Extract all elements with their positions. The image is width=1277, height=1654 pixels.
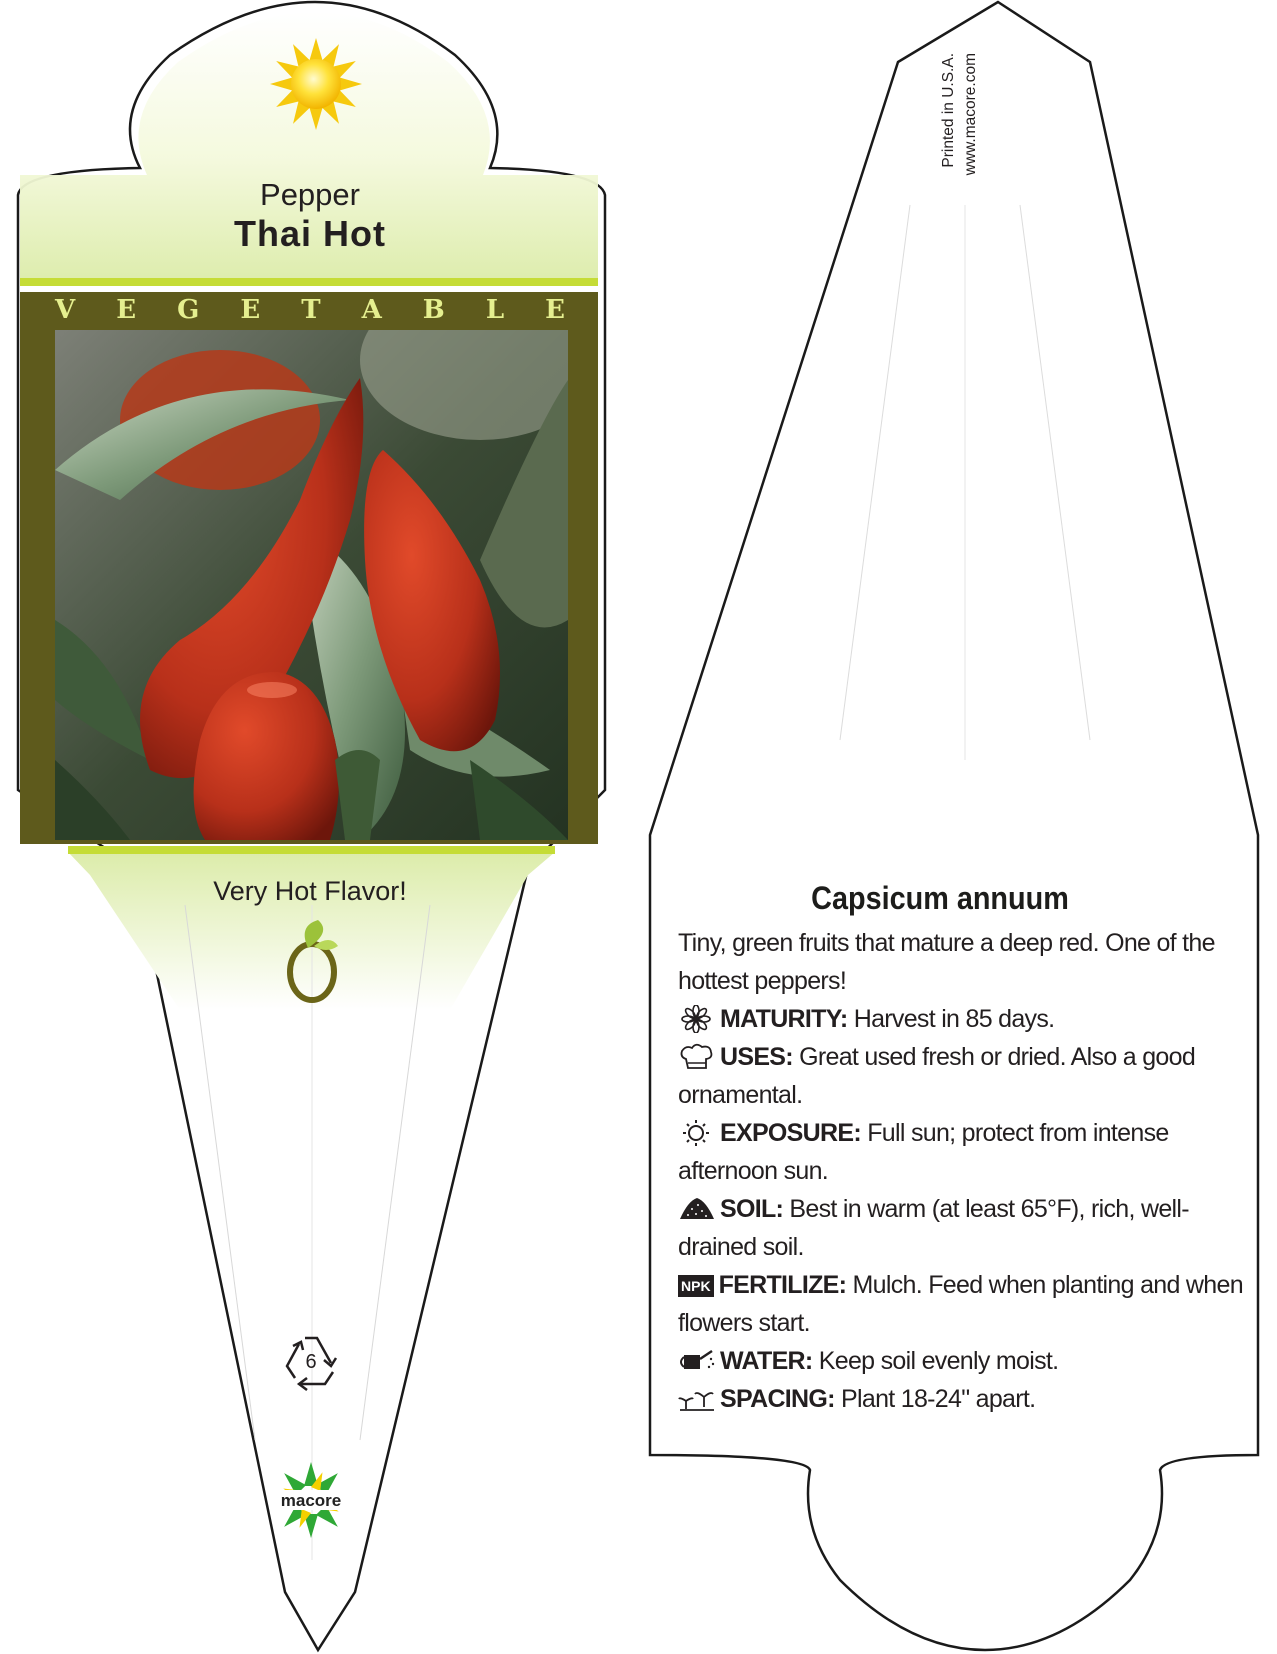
uses-row [678,1038,1250,1114]
fertilize-row [678,1266,1250,1342]
spacing-row [678,1380,1250,1418]
category-letter: L [485,295,505,325]
fertilize-label: FERTILIZE: [718,1271,847,1299]
care-instructions [678,924,1250,1418]
exposure-row [678,1114,1250,1190]
uses-label: USES: [720,1043,793,1071]
water-label: WATER: [720,1347,813,1375]
category-letter: G [177,295,200,325]
category-band [55,296,565,324]
category-letter: B [422,295,445,325]
tagline: Very Hot Flavor! [213,876,407,906]
category-letter: T [301,295,321,325]
exposure-text: Full sun; protect from intense afternoon sun. [678,1119,1169,1185]
variety-name: Thai Hot [234,213,386,254]
seedlings-icon [678,1385,716,1413]
soil-text: Best in warm (at least 65°F), rich, well-drained soil. [678,1195,1189,1261]
maturity-text: Harvest in 85 days. [853,1005,1055,1033]
sun-outline-icon [678,1119,716,1147]
chef-hat-icon [678,1043,716,1071]
brand-name: macore [280,1491,342,1510]
botanical-name: Capsicum annuum [811,880,1069,916]
recycle-code: 6 [305,1351,317,1373]
category-letter: A [361,295,382,325]
soil-label: SOIL: [720,1195,784,1223]
pepper-photo [55,280,600,840]
flower-icon [678,1005,716,1033]
category-letter: V [55,295,76,325]
maturity-row [678,1000,1250,1038]
exposure-label: EXPOSURE: [720,1119,861,1147]
uses-text: Great used fresh or dried. Also a good ornamental. [678,1043,1196,1109]
website: www.macore.com [962,53,979,176]
description: Tiny, green fruits that mature a deep red. One of the hottest peppers! [678,929,1215,995]
spacing-label: SPACING: [720,1385,835,1413]
category-letter: E [545,295,565,325]
print-note: Printed in U.S.A. [940,53,957,168]
category-letter: E [116,295,137,325]
common-name: Pepper [260,177,360,212]
water-row [678,1342,1250,1380]
watering-can-icon [678,1347,716,1375]
npk-icon: NPK [678,1275,714,1297]
water-text: Keep soil evenly moist. [818,1347,1059,1375]
soil-pile-icon [678,1195,716,1223]
fertilize-text: Mulch. Feed when planting and when flowers start. [678,1271,1243,1337]
maturity-label: MATURITY: [720,1005,848,1033]
spacing-text: Plant 18-24" apart. [841,1385,1036,1413]
soil-row [678,1190,1250,1266]
category-letter: E [240,295,261,325]
